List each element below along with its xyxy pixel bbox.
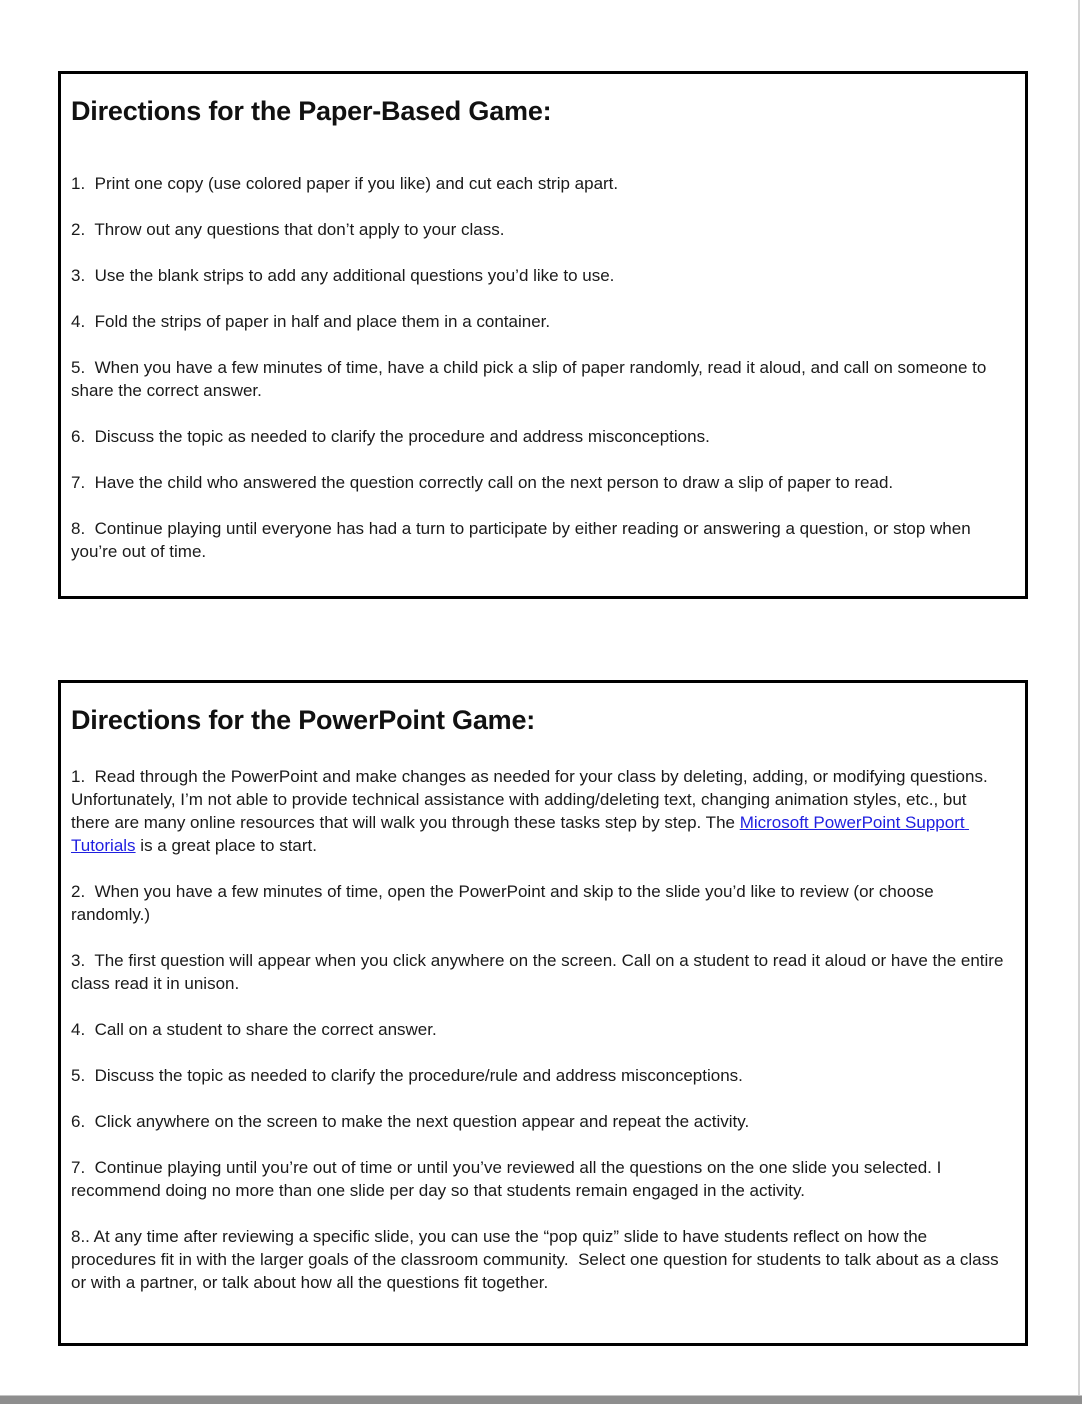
powerpoint-game-step-2: 2. When you have a few minutes of time, open the PowerPoint and skip to the slide you’d like to review (or choose randomly.)	[71, 882, 939, 924]
paper-game-step-1: 1. Print one copy (use colored paper if you like) and cut each strip apart.	[71, 174, 619, 193]
powerpoint-game-step-1	[71, 765, 1009, 857]
powerpoint-support-tutorials-link[interactable]: Microsoft PowerPoint Support Tutorials	[71, 813, 970, 855]
paper-game-step-8: 8. Continue playing until everyone has had a turn to participate by either reading or answering a question, or stop when you’re out of time.	[71, 519, 976, 561]
paper-game-directions-box	[58, 71, 1028, 599]
page-edge-line	[1078, 0, 1080, 1395]
powerpoint-game-title: Directions for the PowerPoint Game:	[71, 705, 536, 735]
powerpoint-game-step-6: 6. Click anywhere on the screen to make the next question appear and repeat the activity.	[71, 1112, 750, 1131]
paper-game-step-7: 7. Have the child who answered the question correctly call on the next person to draw a slip of paper to read.	[71, 473, 894, 492]
page-bottom-bar	[0, 1395, 1082, 1404]
paper-game-step-4: 4. Fold the strips of paper in half and place them in a container.	[71, 312, 551, 331]
paper-game-step-3: 3. Use the blank strips to add any additional questions you’d like to use.	[71, 266, 615, 285]
powerpoint-game-step-5: 5. Discuss the topic as needed to clarify the procedure/rule and address misconceptions.	[71, 1066, 743, 1085]
powerpoint-game-step-8: 8.. At any time after reviewing a specific slide, you can use the “pop quiz” slide to have students reflect on how the procedures fit in with the larger goals of the classroom community. Select one question for students to talk about as a class or with a partner, or talk about how all the questions fit together.	[71, 1227, 1004, 1292]
powerpoint-game-step-7: 7. Continue playing until you’re out of time or until you’ve reviewed all the questions on the one slide you selected. I recommend doing no more than one slide per day so that students remain engaged in the activity.	[71, 1158, 947, 1200]
powerpoint-game-step-3: 3. The first question will appear when you click anywhere on the screen. Call on a student to read it aloud or have the entire class read it in unison.	[71, 951, 1009, 993]
paper-game-step-2: 2. Throw out any questions that don’t apply to your class.	[71, 220, 505, 239]
powerpoint-game-step-4: 4. Call on a student to share the correct answer.	[71, 1020, 437, 1039]
step-1-text-after: is a great place to start.	[135, 836, 317, 855]
paper-game-step-6: 6. Discuss the topic as needed to clarify the procedure and address misconceptions.	[71, 427, 710, 446]
powerpoint-game-directions-box	[58, 680, 1028, 1346]
paper-game-step-5: 5. When you have a few minutes of time, have a child pick a slip of paper randomly, read it aloud, and call on someone to share the correct answer.	[71, 358, 992, 400]
paper-game-title: Directions for the Paper-Based Game:	[71, 96, 552, 126]
step-1-text-before: 1. Read through the PowerPoint and make changes as needed for your class by deleting, adding, or modifying questions. Unfortunately, I’m not able to provide technical assistance with adding/deleting text, changing animation styles, etc., but there are many online resources that will walk you through these tasks step by step. The	[71, 767, 993, 832]
